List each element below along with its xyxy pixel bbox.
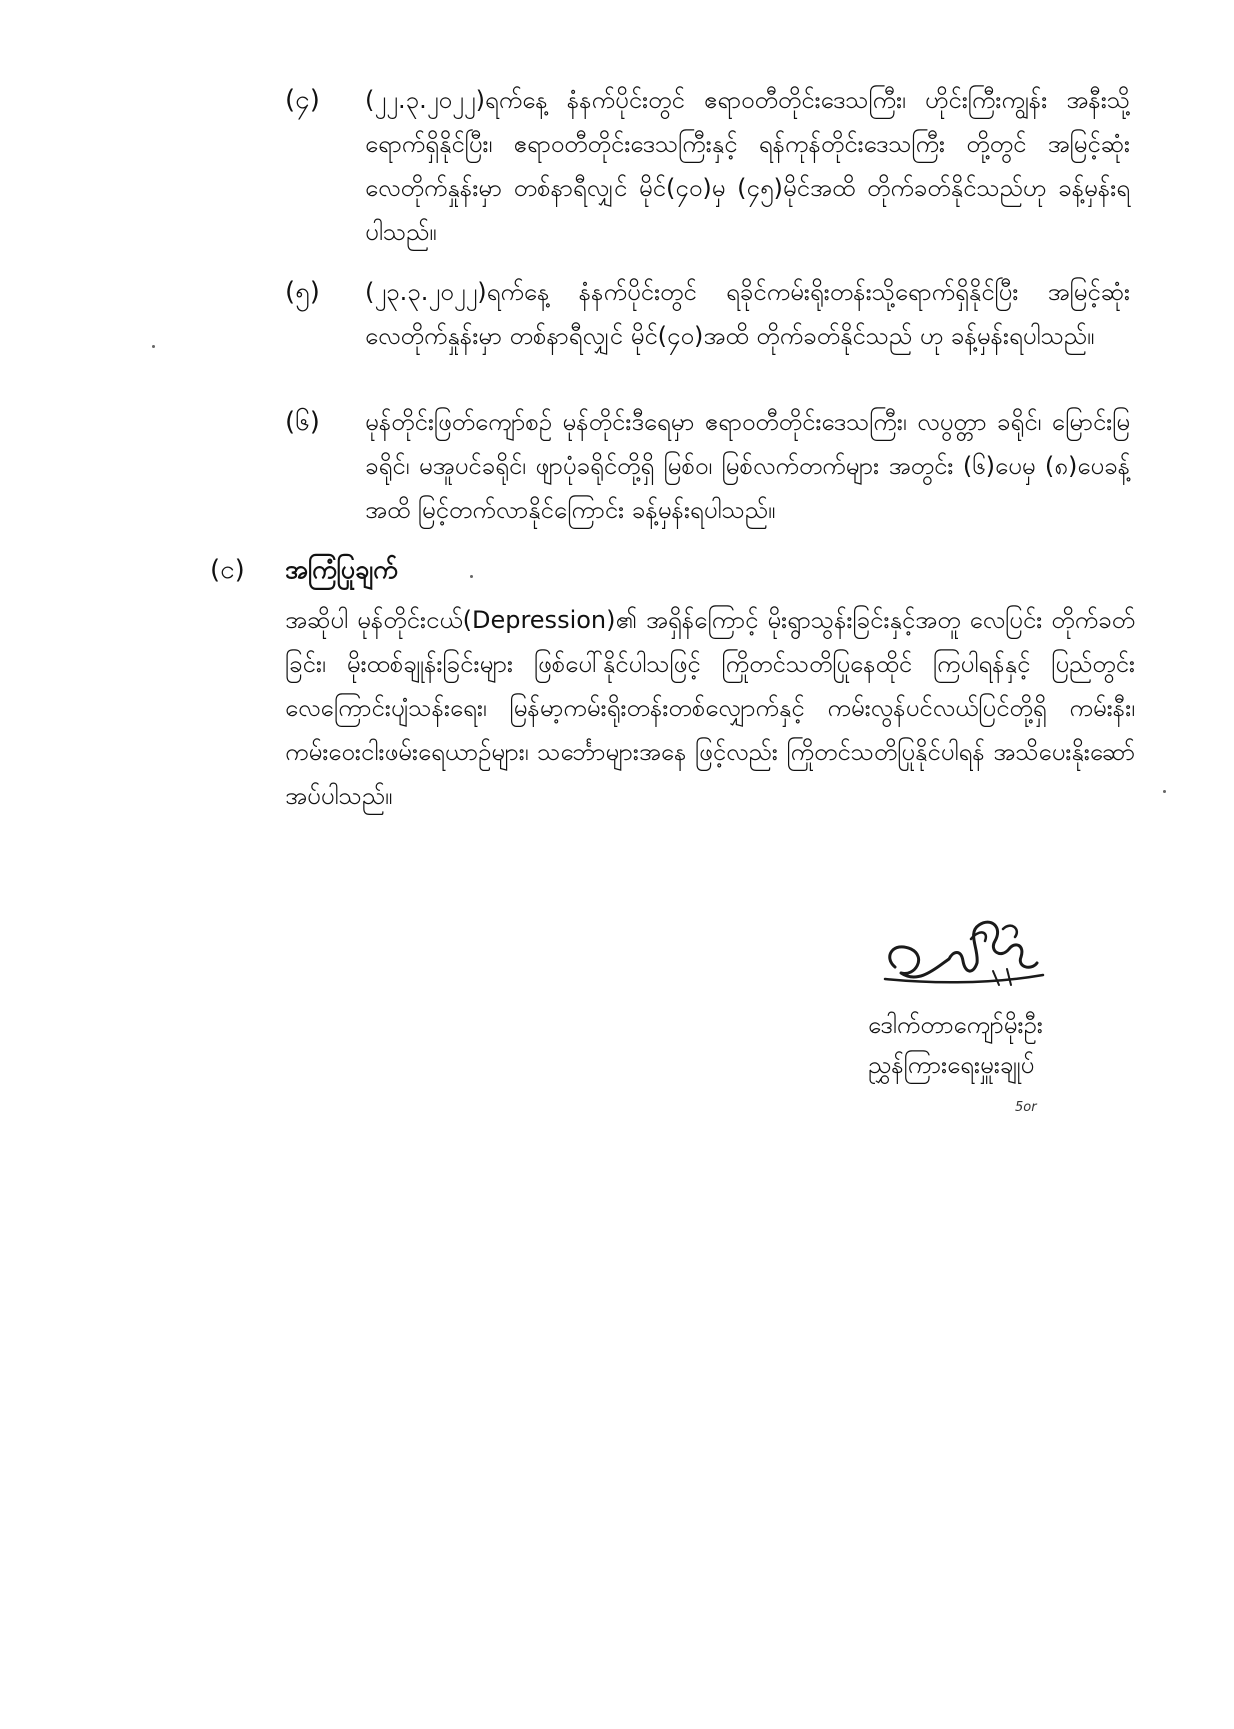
forecast-item-4 xyxy=(285,78,1130,254)
signer-name: ဒေါက်တာကျော်မိုးဦး xyxy=(868,1011,1043,1039)
signature-block xyxy=(860,905,1120,1085)
forecast-item-6 xyxy=(285,400,1130,532)
item-number: (၅) xyxy=(285,277,320,307)
handwritten-initials: 5or xyxy=(1015,1100,1037,1115)
scan-speck xyxy=(1163,790,1166,793)
section-number: (င) xyxy=(210,555,245,585)
item-number: (၆) xyxy=(285,407,320,437)
advisory-body: အဆိုပါ မုန်တိုင်းငယ်(Depression)၏ အရှိန်ကြောင့် မိုးရွာသွန်းခြင်းနှင့်အတူ လေပြင်း တိုက်ခတ်ခြင်း၊ မိုးထစ်ချုန်းခြင်းများ ဖြစ်ပေါ်နိုင်ပါသဖြင့် ကြိုတင်သတိပြုနေထိုင် ကြပါရန်နှင့် ပြည်တွင်းလေကြောင်းပျံသန်းရေး၊ မြန်မာ့ကမ်းရိုးတန်းတစ်လျှောက်နှင့် ကမ်းလွန်ပင်လယ်ပြင်တို့ရှိ ကမ်းနီး၊ ကမ်းဝေးငါးဖမ်းရေယာဉ်များ၊ သင်္ဘောများအနေ ဖြင့်လည်း ကြိုတင်သတိပြုနိုင်ပါရန် အသိပေးနိုးဆော်အပ်ပါသည်။ xyxy=(285,606,1135,810)
scan-speck xyxy=(152,345,155,348)
section-heading: အကြံပြုချက် xyxy=(285,555,398,584)
scan-speck xyxy=(470,575,473,578)
item-text: (၂၂.၃.၂၀၂၂)ရက်နေ့ နံနက်ပိုင်းတွင် ဧရာဝတီတိုင်းဒေသကြီး၊ ဟိုင်းကြီးကျွန်း အနီးသို့ ရောက်ရှိနိုင်ပြီး၊ ဧရာဝတီတိုင်းဒေသကြီးနှင့် ရန်ကုန်တိုင်းဒေသကြီး တို့တွင် အမြင့်ဆုံးလေတိုက်နှုန်းမှာ တစ်နာရီလျှင် မိုင်(၄၀)မှ (၄၅)မိုင်အထိ တိုက်ခတ်နိုင်သည်ဟု ခန့်မှန်းရပါသည်။ xyxy=(365,86,1130,246)
forecast-item-5 xyxy=(285,270,1130,358)
handwritten-signature xyxy=(875,905,1045,1005)
item-text: မုန်တိုင်းဖြတ်ကျော်စဉ် မုန်တိုင်းဒီရေမှာ ဧရာဝတီတိုင်းဒေသကြီး၊ လပွတ္တာ ခရိုင်၊ မြောင်းမြခရိုင်၊ မအူပင်ခရိုင်၊ ဖျာပုံခရိုင်တို့ရှိ မြစ်ဝ၊ မြစ်လက်တက်များ အတွင်း (၆)ပေမှ (၈)ပေခန့်အထိ မြင့်တက်လာနိုင်ကြောင်း ခန့်မှန်းရပါသည်။ xyxy=(365,408,1130,524)
advisory-section xyxy=(210,548,1135,818)
item-number: (၄) xyxy=(285,85,320,115)
signer-title: ညွှန်ကြားရေးမှူးချုပ် xyxy=(868,1051,1035,1079)
item-text: (၂၃.၃.၂၀၂၂)ရက်နေ့ နံနက်ပိုင်းတွင် ရခိုင်ကမ်းရိုးတန်းသို့ရောက်ရှိနိုင်ပြီး အမြင့်ဆုံးလေတိုက်နှုန်းမှာ တစ်နာရီလျှင် မိုင်(၄၀)အထိ တိုက်ခတ်နိုင်သည် ဟု ခန့်မှန်းရပါသည်။ xyxy=(365,278,1130,350)
